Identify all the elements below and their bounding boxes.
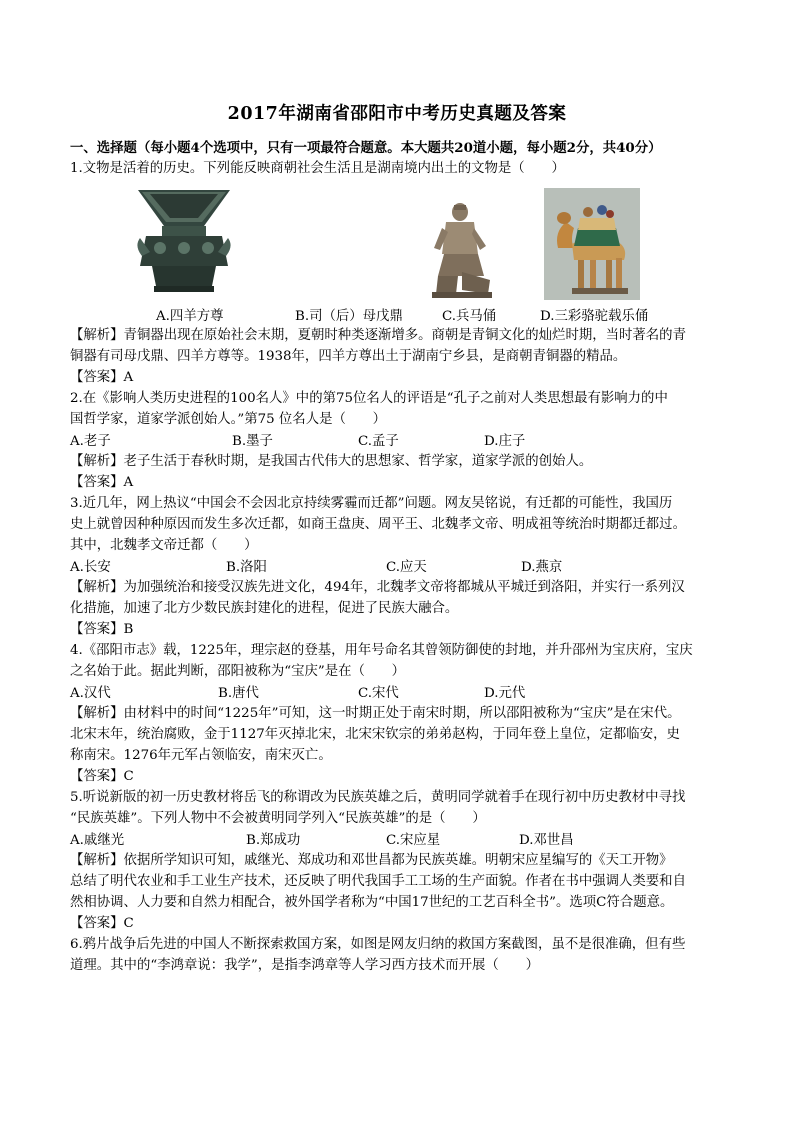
q5-option-a: A.戚继光: [70, 833, 125, 848]
q3-stem-line-2: 史上就曾因种种原因而发生多次迁都，如商王盘庚、周平王、北魏孝文帝、明成祖等统治时期都迁都过。: [70, 517, 686, 532]
q5-option-b: B.郑成功: [246, 833, 301, 848]
q5-stem-line-1: 5.听说新版的初一历史教材将岳飞的称谓改为民族英雄之后，黄明同学就着手在现行初中历史教材中寻找: [70, 790, 686, 805]
q4-stem-line-2: 之名始于此。据此判断，邵阳被称为“宝庆”是在（ ）: [70, 664, 406, 679]
q5-option-d: D.邓世昌: [519, 833, 574, 848]
q2-option-c: C.孟子: [358, 434, 399, 449]
q4-answer: 【答案】C: [70, 769, 134, 784]
q1-stem: 1.文物是活着的历史。下列能反映商朝社会生活且是湖南境内出土的文物是（ ）: [70, 161, 565, 176]
q4-option-c: C.宋代: [358, 686, 399, 701]
q2-answer: 【答案】A: [70, 475, 134, 490]
q2-option-b: B.墨子: [232, 434, 273, 449]
q5-analysis-line-3: 然相协调、人力要和自然力相配合，被外国学者称为“中国17世纪的工艺百科全书”。选项C符合题意。: [70, 895, 674, 910]
q3-analysis-line-2: 化措施，加速了北方少数民族封建化的进程，促进了民族大融合。: [70, 601, 459, 616]
q1-option-c: C.兵马俑: [442, 309, 497, 324]
q2-analysis: 【解析】老子生活于春秋时期，是我国古代伟大的思想家、哲学家，道家学派的创始人。: [70, 454, 593, 469]
q3-option-a: A.长安: [70, 560, 111, 575]
q6-stem-line-2: 道理。其中的“李鸿章说：我学”，是指李鸿章等人学习西方技术而开展（ ）: [70, 958, 539, 973]
q3-analysis-line-1: 【解析】为加强统治和接受汉族先进文化，494年，北魏孝文帝将都城从平城迁到洛阳，并实行一系列汉: [70, 580, 685, 595]
q1-answer: 【答案】A: [70, 370, 134, 385]
q5-stem-line-2: “民族英雄”。下列人物中不会被黄明同学列入“民族英雄”的是（ ）: [70, 811, 486, 826]
q2-stem-line-1: 2.在《影响人类历史进程的100名人》中的第75位名人的评语是“孔子之前对人类思想最有影响力的中: [70, 391, 668, 406]
q3-stem-line-1: 3.近几年，网上热议“中国会不会因北京持续雾霾而迁都”问题。网友吴铭说，有迁都的可能性，我国历: [70, 496, 673, 511]
q4-analysis-line-2: 北宋末年，统治腐败，金于1127年灭掉北宋，北宋宋钦宗的弟弟赵构，于同年登上皇位，定都临安，史: [70, 727, 680, 742]
q3-answer: 【答案】B: [70, 622, 134, 637]
q4-analysis-line-3: 称南宋。1276年元军占领临安，南宋灭亡。: [70, 748, 332, 763]
q3-option-d: D.燕京: [521, 560, 563, 575]
q1-option-d: D.三彩骆驼载乐俑: [540, 309, 649, 324]
q4-stem-line-1: 4.《邵阳市志》载，1225年，理宗赵的登基，用年号命名其曾领防御使的封地，并升邵州为宝庆府，宝庆: [70, 643, 693, 658]
q4-analysis-line-1: 【解析】由材料中的时间“1225年”可知，这一时期正处于南宋时期，所以邵阳被称为“宝庆”是在宋代。: [70, 706, 681, 721]
q4-option-b: B.唐代: [218, 686, 259, 701]
q3-stem-line-3: 其中，北魏孝文帝迁都（ ）: [70, 538, 258, 553]
q5-option-c: C.宋应星: [386, 833, 441, 848]
q5-analysis-line-2: 总结了明代农业和手工业生产技术，还反映了明代我国手工工场的生产面貌。作者在书中强调人类要和自: [70, 874, 686, 889]
terracotta-warrior-image: [428, 202, 498, 300]
q5-answer: 【答案】C: [70, 916, 134, 931]
q5-analysis-line-1: 【解析】依据所学知识可知，戚继光、郑成功和邓世昌都为民族英雄。明朝宋应星编写的《天工开物》: [70, 853, 673, 868]
q1-option-a: A.四羊方尊: [156, 309, 224, 324]
q1-analysis-line-1: 【解析】青铜器出现在原始社会末期，夏朝时种类逐渐增多。商朝是青铜文化的灿烂时期，当时著名的青: [70, 328, 686, 343]
section-heading: 一、选择题（每小题4个选项中，只有一项最符合题意。本大题共20道小题，每小题2分，共40分）: [70, 140, 662, 156]
q4-option-d: D.元代: [484, 686, 526, 701]
q3-option-c: C.应天: [386, 560, 427, 575]
q2-stem-line-2: 国哲学家，道家学派创始人。”第75 位名人是（ ）: [70, 412, 387, 427]
q2-option-d: D.庄子: [484, 434, 526, 449]
q4-option-a: A.汉代: [70, 686, 111, 701]
q1-option-b: B.司（后）母戊鼎: [295, 309, 403, 324]
q2-option-a: A.老子: [70, 434, 111, 449]
q3-option-b: B.洛阳: [226, 560, 267, 575]
four-goat-square-zun-image: [132, 186, 236, 298]
q1-analysis-line-2: 铜器有司母戊鼎、四羊方尊等。1938年，四羊方尊出土于湖南宁乡县，是商朝青铜器的精品。: [70, 349, 627, 364]
page-title: 2017年湖南省邵阳市中考历史真题及答案: [227, 104, 567, 124]
q6-stem-line-1: 6.鸦片战争后先进的中国人不断探索救国方案，如图是网友归纳的救国方案截图，虽不是很准确，但有些: [70, 937, 686, 952]
sancai-camel-image: [544, 188, 640, 300]
